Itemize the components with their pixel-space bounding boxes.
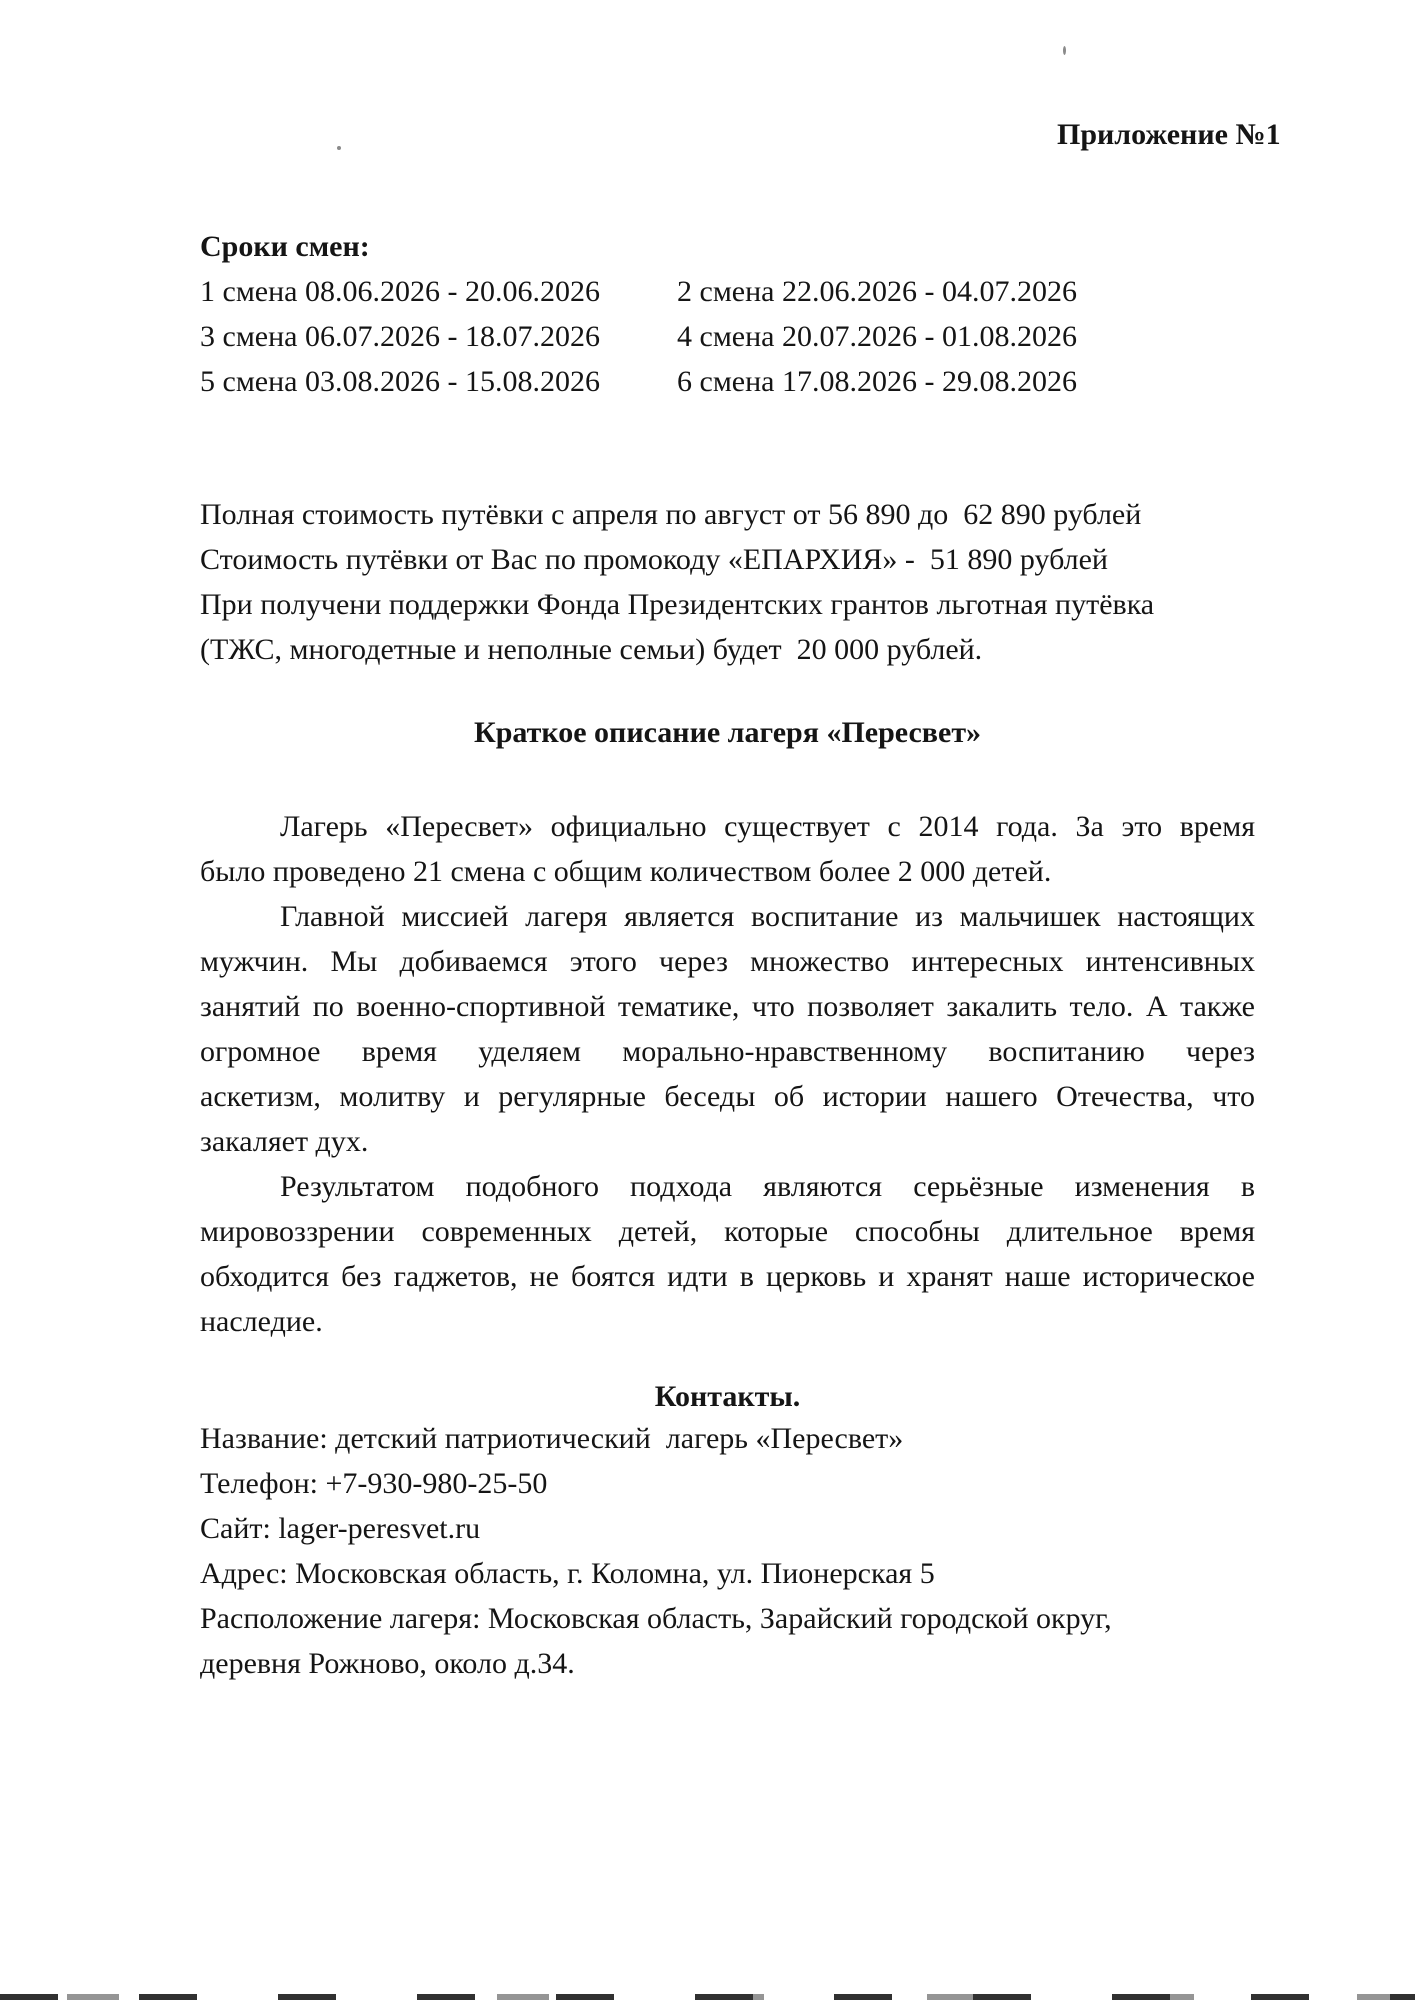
contacts-heading: Контакты. xyxy=(654,1380,801,1413)
paragraph-line: огромное время уделяем морально-нравственному воспитанию через xyxy=(200,1035,1255,1068)
shift-left: 3 смена 06.07.2026 - 18.07.2026 xyxy=(200,320,600,353)
paragraph-line: Результатом подобного подхода являются серьёзные изменения в xyxy=(280,1170,1255,1203)
pricing-section xyxy=(200,492,1255,672)
shift-row xyxy=(200,269,1255,314)
shift-right: 4 смена 20.07.2026 - 01.08.2026 xyxy=(677,320,1077,353)
shift-row xyxy=(200,314,1255,359)
shift-rows xyxy=(200,269,1255,404)
shift-row xyxy=(200,359,1255,404)
description-heading: Краткое описание лагеря «Пересвет» xyxy=(473,716,982,749)
contact-line: Телефон: +7-930-980-25-50 xyxy=(200,1467,548,1500)
pricing-line: Стоимость путёвки от Вас по промокоду «ЕПАРХИЯ» - 51 890 рублей xyxy=(200,543,1108,576)
contact-line: Расположение лагеря: Московская область, Зарайский городской округ, xyxy=(200,1602,1112,1635)
shift-right: 6 смена 17.08.2026 - 29.08.2026 xyxy=(677,365,1077,398)
appendix-label: Приложение №1 xyxy=(1057,118,1281,151)
paragraph-line: Главной миссией лагеря является воспитание из мальчишек настоящих xyxy=(280,900,1255,933)
shifts-heading: Сроки смен: xyxy=(200,230,370,263)
pricing-line: (ТЖС, многодетные и неполные семьи) будет 20 000 рублей. xyxy=(200,633,983,666)
shift-left: 1 смена 08.06.2026 - 20.06.2026 xyxy=(200,275,600,308)
paragraph-line: мировоззрении современных детей, которые способны длительное время xyxy=(200,1215,1255,1248)
shift-schedule-section xyxy=(200,224,1255,404)
contact-line: Сайт: lager-peresvet.ru xyxy=(200,1512,481,1545)
paragraph-line: занятий по военно-спортивной тематике, что позволяет закалить тело. А также xyxy=(200,990,1255,1023)
contact-line: Название: детский патриотический лагерь «Пересвет» xyxy=(200,1422,904,1455)
paragraph-line: аскетизм, молитву и регулярные беседы об истории нашего Отечества, что xyxy=(200,1080,1255,1113)
contact-line: Адрес: Московская область, г. Коломна, ул. Пионерская 5 xyxy=(200,1557,935,1590)
pricing-line: Полная стоимость путёвки с апреля по август от 56 890 до 62 890 рублей xyxy=(200,498,1142,531)
paragraph-line: было проведено 21 смена с общим количеством более 2 000 детей. xyxy=(200,855,1052,888)
paragraph-line: Лагерь «Пересвет» официально существует с 2014 года. За это время xyxy=(280,810,1255,843)
paragraph xyxy=(200,1164,1255,1344)
paragraph xyxy=(200,804,1255,894)
pricing-line: При получени поддержки Фонда Президентских грантов льготная путёвка xyxy=(200,588,1155,621)
paragraph-line: закаляет дух. xyxy=(200,1125,369,1158)
paragraph xyxy=(200,894,1255,1164)
contacts-section xyxy=(200,1416,1255,1686)
shift-left: 5 смена 03.08.2026 - 15.08.2026 xyxy=(200,365,600,398)
paragraph-line: обходится без гаджетов, не боятся идти в церковь и хранят наше историческое xyxy=(200,1260,1255,1293)
paragraph-line: мужчин. Мы добиваемся этого через множество интересных интенсивных xyxy=(200,945,1255,978)
scan-speck xyxy=(337,146,341,150)
description-paragraphs xyxy=(200,804,1255,1344)
contact-line: деревня Рожново, около д.34. xyxy=(200,1647,575,1680)
scan-noise-band xyxy=(0,1994,1415,2000)
shift-right: 2 смена 22.06.2026 - 04.07.2026 xyxy=(677,275,1077,308)
paragraph-line: наследие. xyxy=(200,1305,323,1338)
scan-speck xyxy=(1063,46,1066,55)
